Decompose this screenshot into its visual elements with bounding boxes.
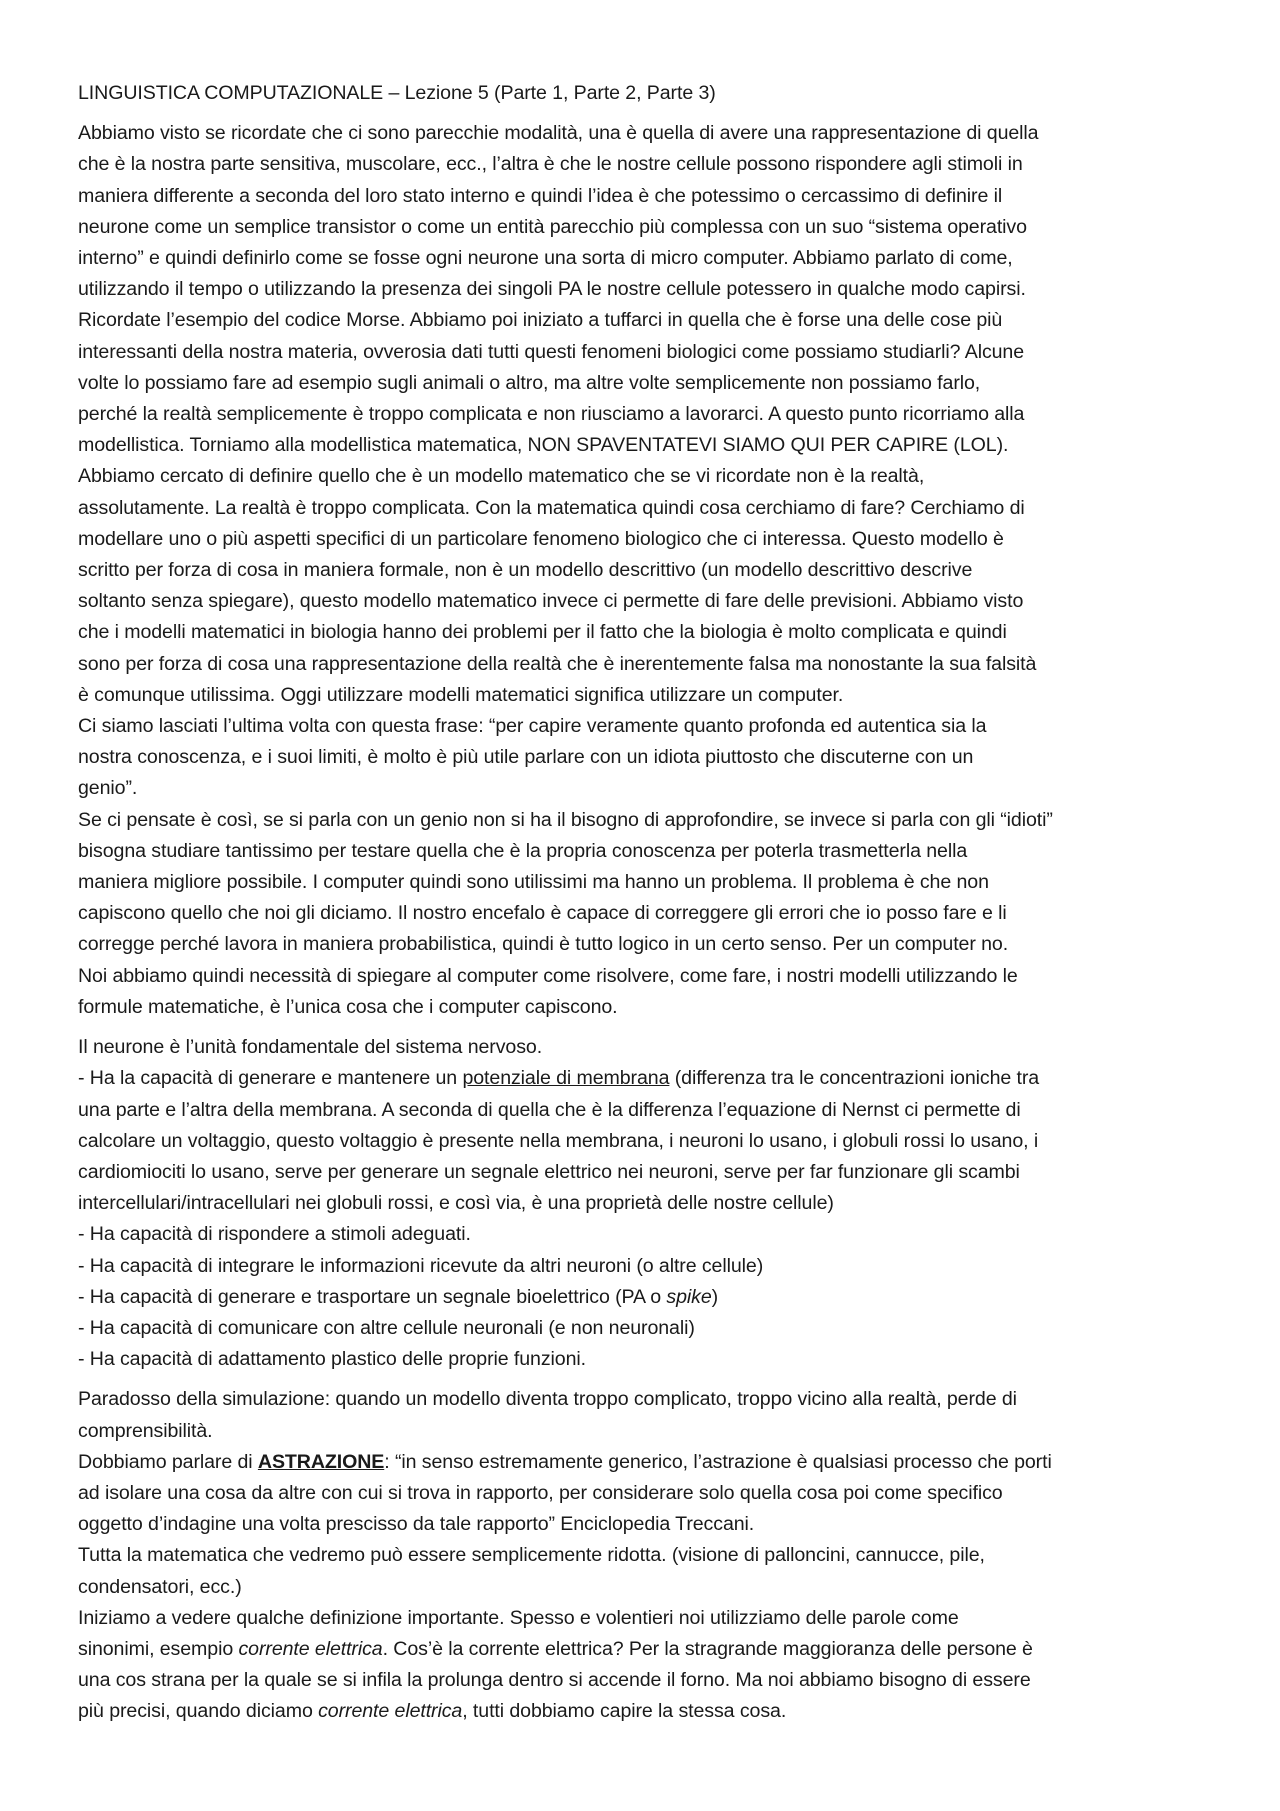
paragraph-intro-line: Noi abbiamo quindi necessità di spiegare al computer come risolvere, come fare, i nostri modelli utilizzando le bbox=[78, 964, 1018, 987]
paragraph-intro-line: nostra conoscenza, e i suoi limiti, è molto è più utile parlare con un idiota piuttosto che discuterne con un bbox=[78, 746, 974, 769]
definition-line: una cos strana per la quale se si infila la prolunga dentro si accende il forno. Ma noi abbiamo bisogno di essere bbox=[78, 1669, 1031, 1692]
neuron-item-1 bbox=[78, 1063, 1160, 1094]
paragraph-intro-line: Ci siamo lasciati l’ultima volta con questa frase: “per capire veramente quanto profonda ed autentica sia la bbox=[78, 715, 987, 738]
text-run: . Cos’è la corrente elettrica? Per la stragrande maggioranza delle persone è bbox=[382, 1637, 1033, 1660]
paragraph-intro-line: formule matematiche, è l’unica cosa che i computer capiscono. bbox=[78, 995, 618, 1018]
paragraph-intro-line: che i modelli matematici in biologia hanno dei problemi per il fatto che la biologia è molto complicata e quindi bbox=[78, 621, 1007, 644]
text-run: , tutti dobbiamo capire la stessa cosa. bbox=[462, 1700, 787, 1723]
paragraph-intro-line: Ricordate l’esempio del codice Morse. Abbiamo poi iniziato a tuffarci in quella che è forse una delle cose più bbox=[78, 309, 1003, 332]
paragraph-intro-line: sono per forza di cosa una rappresentazione della realtà che è inerentemente falsa ma nonostante la sua falsità bbox=[78, 652, 1037, 675]
paragraph-intro-line: utilizzando il tempo o utilizzando la presenza dei singoli PA le nostre cellule potessero in qualche modo capirsi. bbox=[78, 278, 1026, 301]
math-line: condensatori, ecc.) bbox=[78, 1575, 242, 1598]
text-run: : “in senso estremamente generico, l’astrazione è qualsiasi processo che porti bbox=[384, 1450, 1052, 1473]
document-title: LINGUISTICA COMPUTAZIONALE – Lezione 5 (Parte 1, Parte 2, Parte 3) bbox=[78, 82, 716, 104]
abstraction-line bbox=[78, 1447, 1160, 1478]
paragraph-intro-line: Se ci pensate è così, se si parla con un genio non si ha il bisogno di approfondire, se invece si parla con gli “idioti” bbox=[78, 808, 1053, 831]
text-run: - Ha la capacità di generare e mantenere un bbox=[78, 1067, 463, 1090]
paragraph-intro-line: è comunque utilissima. Oggi utilizzare modelli matematici significa utilizzare un computer. bbox=[78, 683, 844, 706]
paragraph-intro-line: scritto per forza di cosa in maniera formale, non è un modello descrittivo (un modello descrittivo descrive bbox=[78, 559, 973, 582]
simulation-line: comprensibilità. bbox=[78, 1419, 213, 1442]
paragraph-intro-line: maniera migliore possibile. I computer quindi sono utilissimi ma hanno un problema. Il problema è che non bbox=[78, 871, 989, 894]
italic-term: corrente elettrica bbox=[238, 1637, 383, 1660]
text-run: sinonimi, esempio bbox=[78, 1637, 239, 1660]
paragraph-intro-line: modellare uno o più aspetti specifici di un particolare fenomeno biologico che ci interessa. Questo modello è bbox=[78, 527, 1004, 550]
paragraph-intro-line: genio”. bbox=[78, 777, 138, 800]
paragraph-neuron bbox=[78, 1032, 1160, 1375]
paragraph-intro bbox=[78, 118, 1160, 1023]
abstraction-line: ad isolare una cosa da altre con cui si trova in rapporto, per considerare solo quella cosa poi come specifico bbox=[78, 1481, 1003, 1504]
neuron-intro: Il neurone è l’unità fondamentale del sistema nervoso. bbox=[78, 1036, 543, 1059]
neuron-item-5: - Ha capacità di comunicare con altre cellule neuronali (e non neuronali) bbox=[78, 1316, 695, 1339]
neuron-item-1-cont: cardiomiociti lo usano, serve per generare un segnale elettrico nei neuroni, serve per far funzionare gli scambi bbox=[78, 1160, 1020, 1183]
underlined-term: potenziale di membrana bbox=[462, 1067, 670, 1090]
text-run: Dobbiamo parlare di bbox=[78, 1450, 258, 1473]
text-run: più precisi, quando diciamo bbox=[78, 1700, 319, 1723]
paragraph-intro-line: volte lo possiamo fare ad esempio sugli animali o altro, ma altre volte semplicemente non possiamo farlo, bbox=[78, 371, 981, 394]
neuron-item-1-cont: calcolare un voltaggio, questo voltaggio è presente nella membrana, i neuroni lo usano, i globuli rossi lo usano, i bbox=[78, 1129, 1039, 1152]
neuron-item-4 bbox=[78, 1282, 1160, 1313]
italic-term: spike bbox=[666, 1285, 712, 1308]
paragraph-intro-line: modellistica. Torniamo alla modellistica matematica, NON SPAVENTATEVI SIAMO QUI PER CAPIRE (LOL). bbox=[78, 434, 1009, 457]
paragraph-intro-line: interno” e quindi definirlo come se fosse ogni neurone una sorta di micro computer. Abbiamo parlato di come, bbox=[78, 247, 1013, 270]
paragraph-intro-line: neurone come un semplice transistor o come un entità parecchio più complessa con un suo “sistema operativo bbox=[78, 215, 1027, 238]
paragraph-intro-line: che è la nostra parte sensitiva, muscolare, ecc., l’altra è che le nostre cellule possono rispondere agli stimoli in bbox=[78, 153, 1023, 176]
paragraph-intro-line: capiscono quello che noi gli diciamo. Il nostro encefalo è capace di correggere gli errori che io posso fare e li bbox=[78, 902, 1007, 925]
paragraph-simulation bbox=[78, 1384, 1160, 1727]
paragraph-intro-line: bisogna studiare tantissimo per testare quella che è la propria conoscenza per poterla trasmetterla nella bbox=[78, 839, 968, 862]
text-run: (differenza tra le concentrazioni ioniche tra bbox=[669, 1067, 1040, 1090]
paragraph-intro-line: Abbiamo visto se ricordate che ci sono parecchie modalità, una è quella di avere una rappresentazione di quella bbox=[78, 122, 1039, 145]
bold-term: ASTRAZIONE bbox=[257, 1450, 385, 1473]
text-run: ) bbox=[711, 1285, 719, 1308]
paragraph-intro-line: interessanti della nostra materia, ovverosia dati tutti questi fenomeni biologici come possiamo studiarli? Alcune bbox=[78, 340, 1025, 363]
simulation-line: Paradosso della simulazione: quando un modello diventa troppo complicato, troppo vicino alla realtà, perde di bbox=[78, 1388, 1017, 1411]
definition-line bbox=[78, 1696, 1160, 1727]
neuron-item-6: - Ha capacità di adattamento plastico delle proprie funzioni. bbox=[78, 1348, 586, 1371]
neuron-item-1-cont: una parte e l’altra della membrana. A seconda di quella che è la differenza l’equazione di Nernst ci permette di bbox=[78, 1098, 1021, 1121]
text-run: - Ha capacità di generare e trasportare un segnale bioelettrico (PA o bbox=[78, 1285, 667, 1308]
math-line: Tutta la matematica che vedremo può essere semplicemente ridotta. (visione di palloncini, cannucce, pile, bbox=[78, 1544, 985, 1567]
paragraph-intro-line: soltanto senza spiegare), questo modello matematico invece ci permette di fare delle previsioni. Abbiamo visto bbox=[78, 590, 1024, 613]
paragraph-intro-line: corregge perché lavora in maniera probabilistica, quindi è tutto logico in un certo senso. Per un computer no. bbox=[78, 933, 1009, 956]
definition-line: Iniziamo a vedere qualche definizione importante. Spesso e volentieri noi utilizziamo delle parole come bbox=[78, 1606, 959, 1629]
paragraph-intro-line: Abbiamo cercato di definire quello che è un modello matematico che se vi ricordate non è la realtà, bbox=[78, 465, 925, 488]
paragraph-intro-line: perché la realtà semplicemente è troppo complicata e non riusciamo a lavorarci. A questo punto ricorriamo alla bbox=[78, 403, 1025, 426]
italic-term: corrente elettrica bbox=[318, 1700, 463, 1723]
definition-line bbox=[78, 1634, 1160, 1665]
neuron-item-2: - Ha capacità di rispondere a stimoli adeguati. bbox=[78, 1223, 471, 1246]
paragraph-intro-line: maniera differente a seconda del loro stato interno e quindi l’idea è che potessimo o cercassimo di definire il bbox=[78, 184, 1003, 207]
paragraph-intro-line: assolutamente. La realtà è troppo complicata. Con la matematica quindi cosa cerchiamo di fare? Cerchiamo di bbox=[78, 496, 1025, 519]
neuron-item-3: - Ha capacità di integrare le informazioni ricevute da altri neuroni (o altre cellule) bbox=[78, 1254, 764, 1277]
abstraction-line: oggetto d’indagine una volta prescisso da tale rapporto” Enciclopedia Treccani. bbox=[78, 1513, 755, 1536]
neuron-item-1-cont: intercellulari/intracellulari nei globuli rossi, e così via, è una proprietà delle nostre cellule) bbox=[78, 1192, 834, 1215]
